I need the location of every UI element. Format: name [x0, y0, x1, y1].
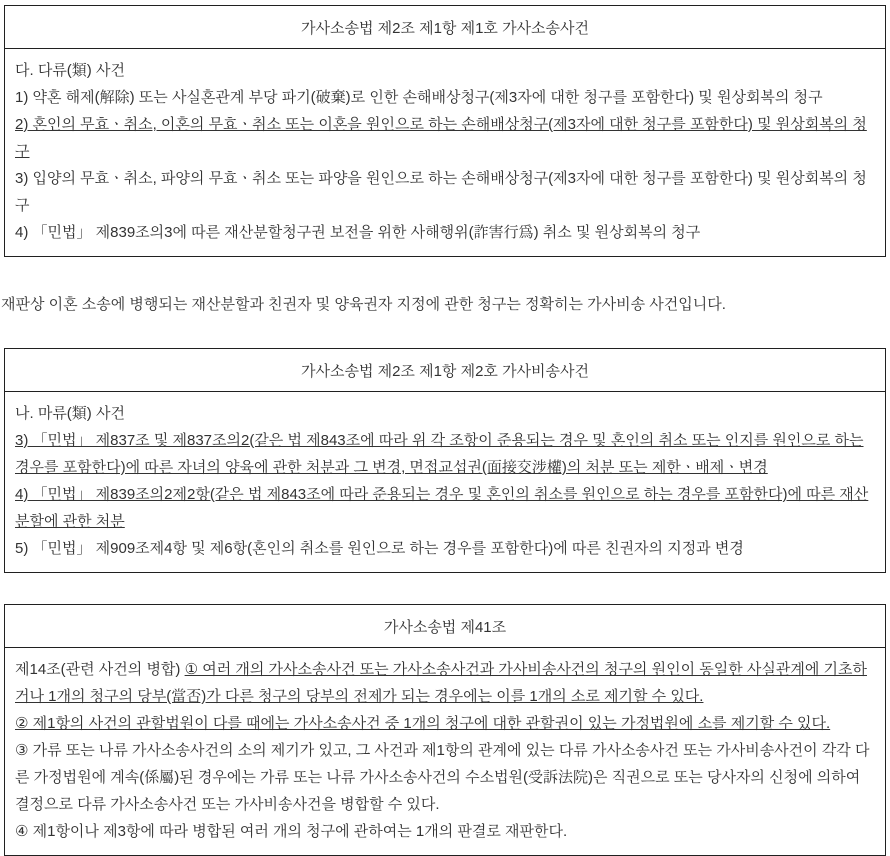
underlined-text: 2) 혼인의 무효ㆍ취소, 이혼의 무효ㆍ취소 또는 이혼을 원인으로 하는 손해배상청구(제3자에 대한 청구를 포함한다) 및 원상회복의 청구 [15, 116, 867, 160]
plain-text: 3) 입양의 무효ㆍ취소, 파양의 무효ㆍ취소 또는 파양을 원인으로 하는 손해배상청구(제3자에 대한 청구를 포함한다) 및 원상회복의 청구 [15, 170, 867, 214]
underlined-text: ① 여러 개의 가사소송사건 또는 가사소송사건과 가사비송사건의 청구의 원인이 동일한 사실관계에 기초하거나 1개의 청구의 당부(當否)가 다른 청구의 당부의 전제가 되는 경우에는 이를 1개의 소로 제기할 수 있다. [15, 661, 867, 705]
law-box-family-non-litigation-cases [4, 348, 886, 573]
law-text-line [15, 481, 875, 535]
box-title: 가사소송법 제41조 [5, 605, 885, 648]
box-title: 가사소송법 제2조 제1항 제1호 가사소송사건 [5, 6, 885, 49]
plain-text: ④ 제1항이나 제3항에 따라 병합된 여러 개의 청구에 관하여는 1개의 판결로 재판한다. [15, 823, 568, 840]
law-text-line [15, 57, 875, 84]
law-text-line [15, 111, 875, 165]
underlined-text: 3) 「민법」 제837조 및 제837조의2(같은 법 제843조에 따라 위 각 조항이 준용되는 경우 및 혼인의 취소 또는 인지를 원인으로 하는 경우를 포함한다)에 따른 자녀의 양육에 관한 처분과 그 변경, 면접교섭권(面接交涉權)의 처분 또는 제한ㆍ배제ㆍ변경 [15, 432, 864, 476]
law-text-line [15, 818, 875, 845]
note-paragraph: 재판상 이혼 소송에 병행되는 재산분할과 친권자 및 양육권자 지정에 관한 청구는 정확히는 가사비송 사건입니다. [1, 296, 726, 313]
underlined-text: 4) 「민법」 제839조의2제2항(같은 법 제843조에 따라 준용되는 경우 및 혼인의 취소를 원인으로 하는 경우를 포함한다)에 따른 재산분할에 관한 처분 [15, 486, 869, 530]
law-text-line [15, 737, 875, 818]
underlined-text: ② 제1항의 사건의 관할법원이 다를 때에는 가사소송사건 중 1개의 청구에 대한 관할권이 있는 가정법원에 소를 제기할 수 있다. [15, 715, 831, 732]
box-title: 가사소송법 제2조 제1항 제2호 가사비송사건 [5, 349, 885, 392]
plain-text: 나. 마류(類) 사건 [15, 405, 125, 422]
plain-text: 다. 다류(類) 사건 [15, 62, 125, 79]
law-text-line [15, 427, 875, 481]
plain-text: 1) 약혼 해제(解除) 또는 사실혼관계 부당 파기(破棄)로 인한 손해배상청구(제3자에 대한 청구를 포함한다) 및 원상회복의 청구 [15, 89, 823, 106]
law-box-article-41 [4, 604, 886, 856]
law-box-family-litigation-cases [4, 5, 886, 257]
box-body [5, 392, 885, 572]
law-text-line [15, 656, 875, 710]
plain-text: 5) 「민법」 제909조제4항 및 제6항(혼인의 취소를 원인으로 하는 경우를 포함한다)에 따른 친권자의 지정과 변경 [15, 540, 744, 557]
law-text-line [15, 219, 875, 246]
law-text-line [15, 710, 875, 737]
law-text-line [15, 400, 875, 427]
law-text-line [15, 535, 875, 562]
plain-text: ③ 가류 또는 나류 가사소송사건의 소의 제기가 있고, 그 사건과 제1항의 관계에 있는 다류 가사소송사건 또는 가사비송사건이 각각 다른 가정법원에 계속(係屬)된 경우에는 가류 또는 나류 가사소송사건의 수소법원(受訴法院)은 직권으로 또는 당사자의 신청에 의하여 결정으로 다류 가사소송사건 또는 가사비송사건을 병합할 수 있다. [15, 742, 870, 813]
box-body [5, 49, 885, 256]
plain-text: 제14조(관련 사건의 병합) [15, 661, 185, 678]
law-text-line [15, 165, 875, 219]
plain-text: 4) 「민법」 제839조의3에 따른 재산분할청구권 보전을 위한 사해행위(詐害行爲) 취소 및 원상회복의 청구 [15, 224, 701, 241]
box-body [5, 648, 885, 855]
law-text-line [15, 84, 875, 111]
